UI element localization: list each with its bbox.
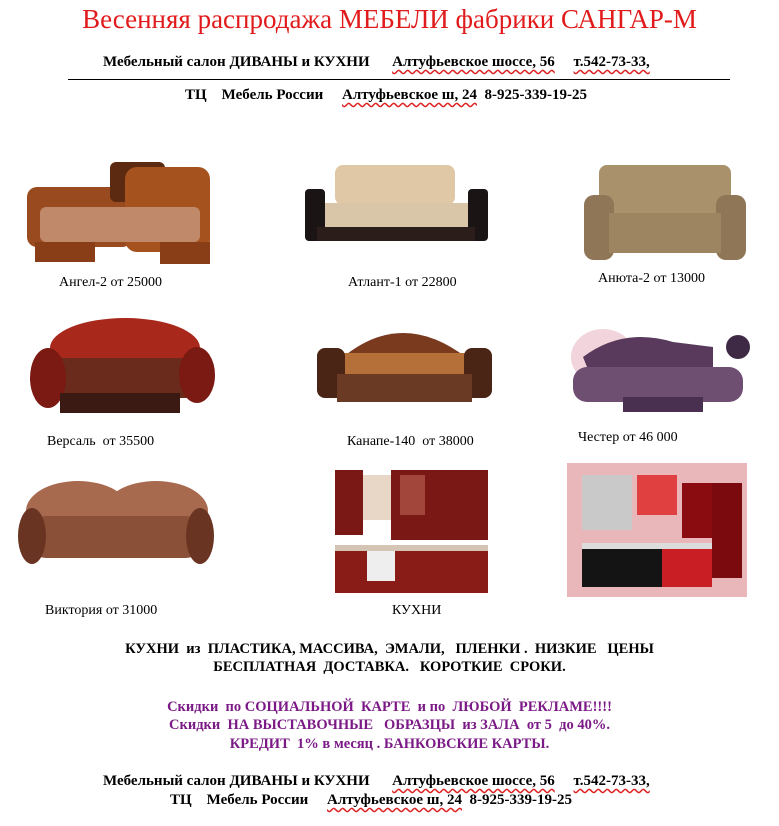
mall-name: ТЦ Мебель России (185, 87, 324, 103)
footer-mall-phone: 8-925-339-19-25 (469, 792, 572, 808)
salon-phone: т.542-73-33, (573, 54, 650, 70)
sofa-atlant-1-image (305, 165, 488, 245)
sofa-chester-image (563, 317, 753, 417)
footer-salon-address: Алтуфьевское шоссе, 56 (392, 773, 555, 789)
footer-salon-phone: т.542-73-33, (573, 773, 650, 789)
mall-address: Алтуфьевское ш, 24 (342, 87, 477, 103)
sofa-versal-image (30, 313, 215, 418)
footer-salon-line (103, 773, 650, 790)
salon-address: Алтуфьевское шоссе, 56 (392, 54, 555, 70)
kitchens-line-2: БЕСПЛАТНАЯ ДОСТАВКА. КОРОТКИЕ СРОКИ. (213, 659, 566, 675)
product-caption: Канапе-140 от 38000 (347, 434, 474, 449)
mall-phone: 8-925-339-19-25 (484, 87, 587, 103)
product-caption: Анюта-2 от 13000 (598, 271, 705, 286)
mall-address-line (185, 87, 587, 104)
salon-address-line (103, 54, 650, 71)
kitchen-classic-image (335, 470, 488, 593)
sofa-angel-2-image (25, 157, 215, 267)
product-caption: КУХНИ (392, 603, 442, 618)
discount-line-1: Скидки по СОЦИАЛЬНОЙ КАРТЕ и по ЛЮБОЙ РЕКЛАМЕ!!!! (167, 699, 612, 715)
product-caption: Версаль от 35500 (47, 434, 155, 449)
kitchen-modern-image (567, 463, 747, 597)
page-title: Весенняя распродажа МЕБЕЛИ фабрики САНГАР-М (82, 4, 697, 34)
discount-line-3: КРЕДИТ 1% в месяц . БАНКОВСКИЕ КАРТЫ. (229, 736, 550, 752)
sofa-kanape-140-image (317, 318, 492, 405)
salon-name: Мебельный салон ДИВАНЫ и КУХНИ (103, 54, 370, 70)
sofa-viktoria-image (18, 476, 214, 576)
discount-line-2: Скидки НА ВЫСТАВОЧНЫЕ ОБРАЗЦЫ из ЗАЛА от 5 до 40%. (169, 717, 610, 733)
kitchens-line-1: КУХНИ из ПЛАСТИКА, МАССИВА, ЭМАЛИ, ПЛЕНКИ . НИЗКИЕ ЦЕНЫ (125, 641, 654, 657)
product-caption: Ангел-2 от 25000 (59, 275, 162, 290)
footer-mall-address: Алтуфьевское ш, 24 (327, 792, 462, 808)
sofa-anyuta-2-image (584, 165, 746, 265)
product-caption: Виктория от 31000 (45, 603, 158, 618)
footer-mall-name: ТЦ Мебель России (170, 792, 309, 808)
product-caption: Честер от 46 000 (578, 430, 678, 445)
divider (68, 79, 730, 80)
product-caption: Атлант-1 от 22800 (348, 275, 457, 290)
footer-salon-name: Мебельный салон ДИВАНЫ и КУХНИ (103, 773, 370, 789)
footer-mall-line (170, 792, 572, 809)
